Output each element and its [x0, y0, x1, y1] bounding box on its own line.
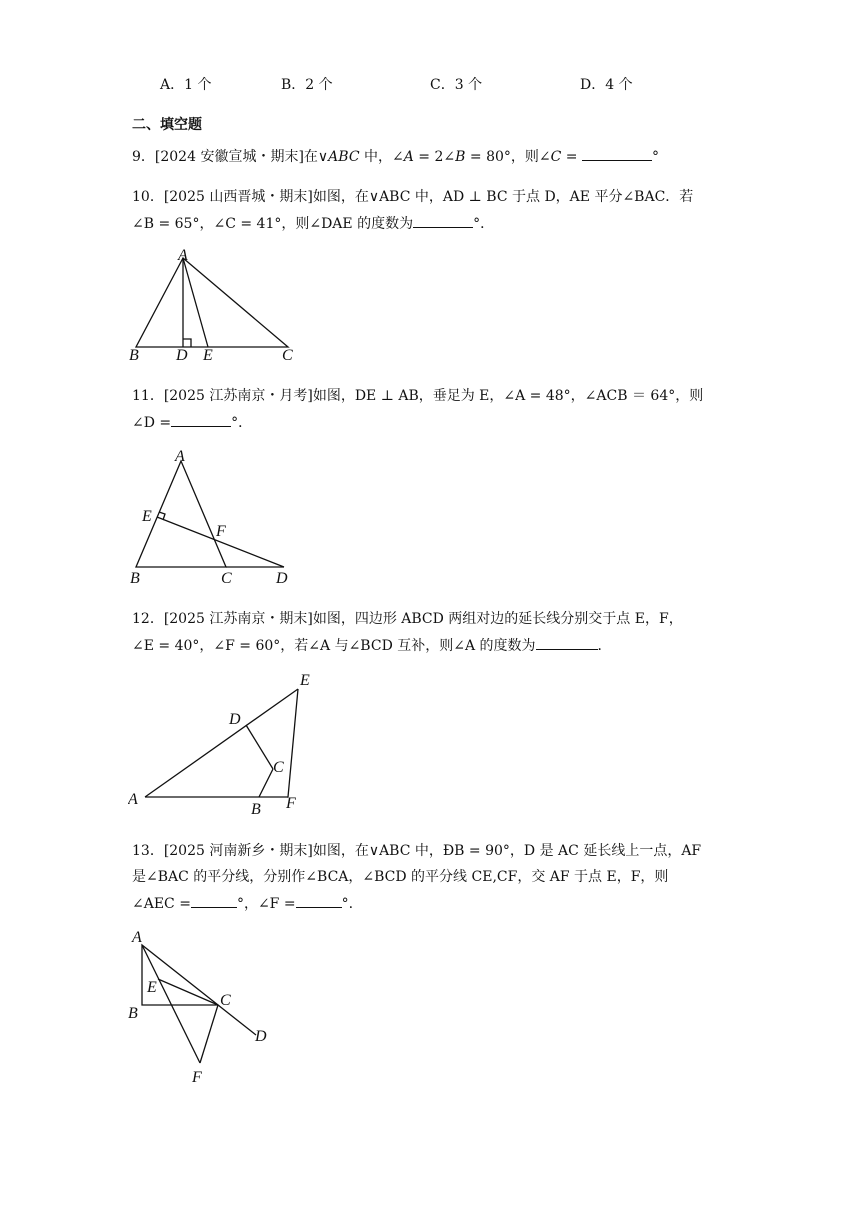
question-9: 9．[2024 安徽宣城・期末]在∨ABC 中，∠A = 2∠B = 80°，则∠C = °	[132, 149, 659, 165]
bisector-af	[142, 945, 200, 1063]
answer-blank-11[interactable]	[171, 414, 231, 427]
question-11-line1: 11．[2025 江苏南京・月考]如图，DE ⊥ AB，垂足为 E，∠A = 48°，∠ACB ＝ 64°，则	[132, 388, 704, 404]
label-e: E	[203, 347, 213, 364]
question-12-line2: ∠E = 40°，∠F = 60°，若∠A 与∠BCD 互补，则∠A 的度数为 ．	[132, 638, 612, 654]
segment-dc	[246, 725, 273, 769]
label-d: D	[229, 711, 241, 728]
figure-q13	[128, 925, 288, 1094]
figure-q11	[128, 445, 303, 594]
question-13-line3: ∠AEC = °，∠F = °.	[132, 896, 354, 912]
answer-blank-13b[interactable]	[296, 895, 342, 908]
label-e: E	[147, 979, 157, 996]
figure-q12	[128, 665, 328, 824]
figure-q10	[128, 248, 298, 372]
label-c: C	[282, 347, 293, 364]
triangle-abc	[142, 945, 218, 1005]
extension-cd	[218, 1005, 256, 1035]
question-13-line1: 13．[2025 河南新乡・期末]如图，在∨ABC 中，ÐB = 90°，D 是 AC 延长线上一点，AF	[132, 843, 702, 859]
option-b: B．2 个	[281, 77, 333, 93]
bisector-ce	[158, 979, 218, 1005]
answer-blank-9[interactable]	[582, 148, 652, 161]
segment-cb	[259, 769, 273, 797]
option-c: C．3 个	[430, 77, 483, 93]
triangle-abc	[136, 258, 288, 347]
answer-blank-13a[interactable]	[191, 895, 237, 908]
label-e: E	[300, 672, 310, 689]
option-d: D．4 个	[580, 77, 633, 93]
label-f: F	[216, 523, 226, 540]
answer-blank-10[interactable]	[413, 215, 473, 228]
label-b: B	[130, 570, 140, 587]
line-ae	[145, 689, 298, 797]
label-c: C	[221, 570, 232, 587]
label-d: D	[176, 347, 188, 364]
label-f: F	[286, 795, 296, 812]
question-12-line1: 12．[2025 江苏南京・期末]如图，四边形 ABCD 两组对边的延长线分别交于点 E，F，	[132, 611, 683, 627]
label-d: D	[276, 570, 288, 587]
question-13-line2: 是∠BAC 的平分线，分别作∠BCA，∠BCD 的平分线 CE,CF，交 AF 于点 E，F，则	[132, 869, 669, 885]
line-ef	[288, 689, 298, 797]
bisector-cf	[200, 1005, 218, 1063]
question-10-line2: ∠B = 65°，∠C = 41°，则∠DAE 的度数为 °．	[132, 216, 495, 232]
question-11-line2: ∠D = °．	[132, 415, 253, 431]
option-a: A．1 个	[160, 77, 212, 93]
label-e: E	[142, 508, 152, 525]
right-angle-mark	[183, 339, 191, 347]
label-b: B	[129, 347, 139, 364]
answer-blank-12[interactable]	[536, 637, 598, 650]
label-f: F	[192, 1069, 202, 1086]
label-a: A	[175, 448, 185, 465]
label-c: C	[273, 759, 284, 776]
label-d: D	[255, 1028, 267, 1045]
section-title: 二、填空题	[132, 117, 202, 133]
label-c: C	[220, 992, 231, 1009]
label-a: A	[132, 929, 142, 946]
question-10-line1: 10．[2025 山西晋城・期末]如图，在∨ABC 中，AD ⊥ BC 于点 D，AE 平分∠BAC．若	[132, 189, 694, 205]
label-a: A	[128, 791, 138, 808]
label-b: B	[128, 1005, 138, 1022]
label-a: A	[178, 248, 188, 264]
bisector-ae	[183, 258, 208, 347]
label-b: B	[251, 801, 261, 818]
